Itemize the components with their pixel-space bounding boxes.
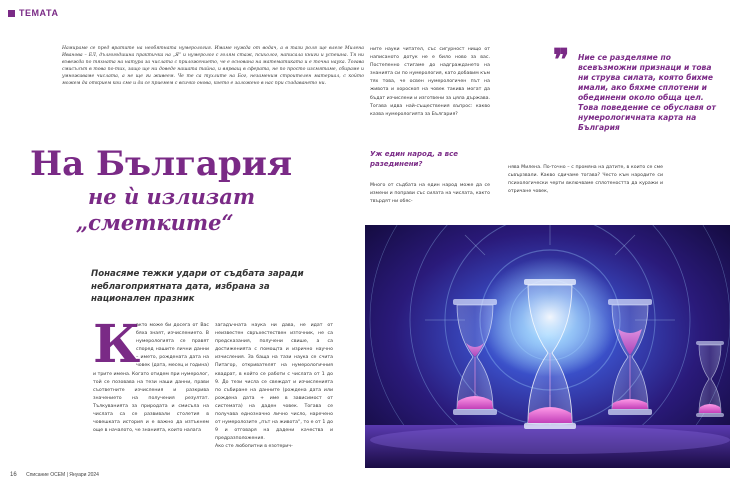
hourglass-illustration	[365, 225, 730, 468]
hourglass-photo	[365, 225, 730, 468]
quote-mark-icon: ❞	[553, 43, 570, 78]
section-square-icon	[8, 10, 15, 17]
lead-paragraph: Понасяме тежки удари от съдбата заради неблагоприятната дата, избрана за национален празник	[91, 269, 304, 304]
body-column-1	[93, 314, 209, 435]
body-column-3: ните науки читател, със сигурност нищо от написаното дотук не е било ново за вас. Постепенно стигаме до надграждането на знанията си по нумерология, като добавим към тях това, че освен нумерологичен път на живота и хороскоп на човек такива могат да бъдат изчислени и изготвени за цяла държава. Тогава идва най-съществения въпрос: какво казва нумерологията за България?	[370, 47, 490, 117]
body-column-1-text: акто може би досега от Вас бяха знаят, изчислението. В нумерологията се правят според нашите лични данни – името, рождената дата на човек (дата, месец и година) и трите имена. Когато отидем при нумеролог, той се позовава на тези наши данни, прави съответните изчисления и разкрива значението на получения резултат. Тълкуванията за природата и смисъла на числата са се развивали столетия в човешката история и е важно да изтъкнем още в началото, че знанията, които налага	[93, 323, 209, 434]
section-subheading: Уж един народ, а все разединени?	[370, 150, 458, 168]
article-title: На България	[30, 144, 293, 184]
article-subtitle-line1: не ѝ излизат	[88, 184, 256, 209]
intro-paragraph: Намираме се пред вратите на необятната нумерология. Имаме нужда от водач, а в тази роля ще влезе Милена Иванова – ЕЛ, дългогодишна практичка на „Я“ и нумеролог с голям стаж, психолог, написала книги и успешна. Тя ни въвежда по тяхната на натура за числата с приложението, че е основана на математиката и е точна наука. Тогава смисълът в това по-тих, защо ще ни доведе нашата тайна, и вярващ в сферата, не по просто изсмятаме, сбираме и умножаваме числата, а не ще ги живеем. Че те са тухлите на Бог, незаменим строителен материал, с който можем да открием кои сме и да се приемем с всичко онова, което е заложено в нас при създаването ни.	[62, 46, 364, 86]
pull-quote: Ние се разделяме по всевъзможни признаци и това ни струва силата, която бихме имали, ако бяхме сплотени и обединени около обща цел. Това поведение се обуславя от нумерологичната карта на България	[578, 53, 716, 132]
page-footer	[10, 472, 99, 478]
article-subtitle-line2: „сметките“	[76, 210, 234, 235]
dropcap: К	[93, 314, 141, 375]
body-column-2: загадъчната наука ни дава, не идат от неизвестен свръхестествен източник, не са предсказания, получени свише, а са достиженията с помощта и изрично научно изчисления. За баща на тази наука се счита Питагор, откривателят на нумерологичния квадрат, в който се работи с числата от 1 до 9. До тези числа се свеждат и изчисленията по събиране на данните (рождена дата или рождена дата + име в зависимост от системата) на даден човек. Тогава се получава еднозначно лично число, наречено от нумеролозите „път на живота“, то е от 1 до 9 и отговаря на дадени качества и предразположения. Ако сте любопитни в езотерич-	[215, 323, 333, 450]
body-column-4: нява Милена. По-точно – с промяна на датите, в които се сме сьвързвали. Какво сдичаме тогава? Често към народите си психологически черти включваме сплотеността да куражи и отричане човек,	[508, 165, 663, 195]
magazine-name: Списание ОСЕМ | Януари 2024	[26, 472, 99, 478]
section-label: ТЕМАТА	[19, 8, 59, 18]
section-tag	[8, 8, 58, 18]
body-column-3b: Много от съдбата на един народ може да се измени и поправи със силата на числата, както твърдят ни обяс-	[370, 183, 490, 205]
page-number: 16	[10, 472, 17, 478]
